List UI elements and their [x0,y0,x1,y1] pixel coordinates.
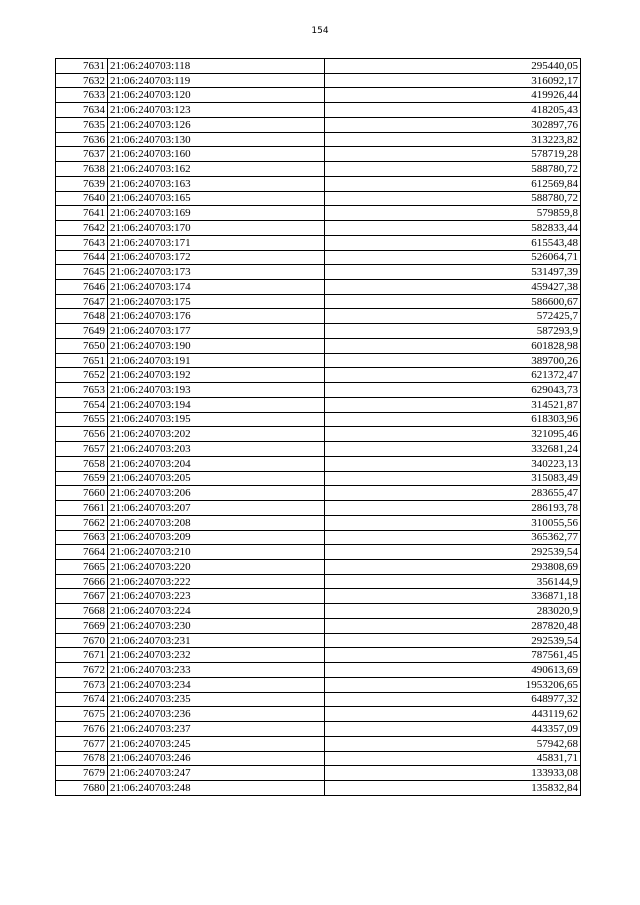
table-row [56,59,581,74]
value-cell: 612569,84 [325,176,581,191]
value-cell: 283655,47 [325,486,581,501]
cadastral-number-cell: 21:06:240703:123 [108,103,325,118]
cadastral-number-cell: 21:06:240703:206 [108,486,325,501]
row-number-cell: 7648 [56,309,108,324]
cadastral-number-cell: 21:06:240703:172 [108,250,325,265]
row-number-cell: 7662 [56,515,108,530]
table-row [56,191,581,206]
cadastral-number-cell: 21:06:240703:202 [108,427,325,442]
cadastral-number-cell: 21:06:240703:194 [108,397,325,412]
row-number-cell: 7666 [56,574,108,589]
cadastral-number-cell: 21:06:240703:231 [108,633,325,648]
value-cell: 787561,45 [325,648,581,663]
table-row [56,309,581,324]
cadastral-number-cell: 21:06:240703:192 [108,368,325,383]
cadastral-number-cell: 21:06:240703:246 [108,751,325,766]
table-row [56,589,581,604]
value-cell: 57942,68 [325,736,581,751]
cadastral-number-cell: 21:06:240703:170 [108,221,325,236]
value-cell: 321095,46 [325,427,581,442]
row-number-cell: 7672 [56,663,108,678]
row-number-cell: 7660 [56,486,108,501]
value-cell: 287820,48 [325,618,581,633]
value-cell: 629043,73 [325,383,581,398]
table-row [56,559,581,574]
value-cell: 286193,78 [325,501,581,516]
table-row [56,88,581,103]
row-number-cell: 7641 [56,206,108,221]
cadastral-number-cell: 21:06:240703:208 [108,515,325,530]
row-number-cell: 7675 [56,707,108,722]
table-row [56,250,581,265]
value-cell: 135832,84 [325,780,581,795]
row-number-cell: 7634 [56,103,108,118]
value-cell: 443357,09 [325,722,581,737]
row-number-cell: 7644 [56,250,108,265]
cadastral-number-cell: 21:06:240703:163 [108,176,325,191]
row-number-cell: 7656 [56,427,108,442]
cadastral-number-cell: 21:06:240703:230 [108,618,325,633]
row-number-cell: 7668 [56,604,108,619]
row-number-cell: 7636 [56,132,108,147]
row-number-cell: 7674 [56,692,108,707]
table-row [56,383,581,398]
value-cell: 418205,43 [325,103,581,118]
value-cell: 588780,72 [325,162,581,177]
row-number-cell: 7657 [56,442,108,457]
value-cell: 615543,48 [325,235,581,250]
table-row [56,780,581,795]
cadastral-number-cell: 21:06:240703:220 [108,559,325,574]
cadastral-number-cell: 21:06:240703:177 [108,324,325,339]
value-cell: 283020,9 [325,604,581,619]
table-row [56,707,581,722]
table-row [56,397,581,412]
table-row [56,221,581,236]
row-number-cell: 7652 [56,368,108,383]
value-cell: 314521,87 [325,397,581,412]
table-row [56,604,581,619]
row-number-cell: 7640 [56,191,108,206]
cadastral-number-cell: 21:06:240703:195 [108,412,325,427]
cadastral-number-cell: 21:06:240703:203 [108,442,325,457]
cadastral-number-cell: 21:06:240703:174 [108,280,325,295]
table-row [56,545,581,560]
table-row [56,618,581,633]
cadastral-number-cell: 21:06:240703:173 [108,265,325,280]
row-number-cell: 7654 [56,397,108,412]
value-cell: 316092,17 [325,73,581,88]
row-number-cell: 7655 [56,412,108,427]
table-row [56,751,581,766]
value-cell: 292539,54 [325,545,581,560]
cadastral-number-cell: 21:06:240703:232 [108,648,325,663]
row-number-cell: 7643 [56,235,108,250]
value-cell: 419926,44 [325,88,581,103]
value-cell: 587293,9 [325,324,581,339]
table-row [56,456,581,471]
cadastral-number-cell: 21:06:240703:236 [108,707,325,722]
cadastral-number-cell: 21:06:240703:222 [108,574,325,589]
table-row [56,162,581,177]
value-cell: 531497,39 [325,265,581,280]
table-row [56,338,581,353]
cadastral-number-cell: 21:06:240703:235 [108,692,325,707]
table-row [56,530,581,545]
table-row [56,235,581,250]
row-number-cell: 7676 [56,722,108,737]
row-number-cell: 7642 [56,221,108,236]
value-cell: 1953206,65 [325,677,581,692]
value-cell: 572425,7 [325,309,581,324]
table-row [56,324,581,339]
table-row [56,176,581,191]
cadastral-number-cell: 21:06:240703:224 [108,604,325,619]
row-number-cell: 7632 [56,73,108,88]
row-number-cell: 7670 [56,633,108,648]
table-row [56,722,581,737]
value-cell: 582833,44 [325,221,581,236]
row-number-cell: 7658 [56,456,108,471]
row-number-cell: 7650 [56,338,108,353]
value-cell: 133933,08 [325,766,581,781]
value-cell: 340223,13 [325,456,581,471]
cadastral-number-cell: 21:06:240703:162 [108,162,325,177]
value-cell: 459427,38 [325,280,581,295]
row-number-cell: 7663 [56,530,108,545]
row-number-cell: 7677 [56,736,108,751]
table-row [56,486,581,501]
row-number-cell: 7635 [56,117,108,132]
row-number-cell: 7665 [56,559,108,574]
cadastral-number-cell: 21:06:240703:191 [108,353,325,368]
row-number-cell: 7646 [56,280,108,295]
value-cell: 336871,18 [325,589,581,604]
value-cell: 618303,96 [325,412,581,427]
value-cell: 389700,26 [325,353,581,368]
cadastral-number-cell: 21:06:240703:237 [108,722,325,737]
table-body [56,59,581,796]
value-cell: 302897,76 [325,117,581,132]
value-cell: 293808,69 [325,559,581,574]
cadastral-number-cell: 21:06:240703:171 [108,235,325,250]
page-number: 154 [311,26,329,36]
row-number-cell: 7664 [56,545,108,560]
cadastral-number-cell: 21:06:240703:190 [108,338,325,353]
cadastral-number-cell: 21:06:240703:248 [108,780,325,795]
cadastral-number-cell: 21:06:240703:204 [108,456,325,471]
row-number-cell: 7678 [56,751,108,766]
cadastral-number-cell: 21:06:240703:247 [108,766,325,781]
row-number-cell: 7671 [56,648,108,663]
table-row [56,206,581,221]
cadastral-number-cell: 21:06:240703:176 [108,309,325,324]
cadastral-number-cell: 21:06:240703:120 [108,88,325,103]
row-number-cell: 7667 [56,589,108,604]
table-row [56,294,581,309]
value-cell: 45831,71 [325,751,581,766]
cadastral-number-cell: 21:06:240703:233 [108,663,325,678]
row-number-cell: 7659 [56,471,108,486]
table-row [56,103,581,118]
cadastral-number-cell: 21:06:240703:210 [108,545,325,560]
value-cell: 526064,71 [325,250,581,265]
table-row [56,471,581,486]
row-number-cell: 7669 [56,618,108,633]
cadastral-number-cell: 21:06:240703:126 [108,117,325,132]
table-row [56,648,581,663]
row-number-cell: 7651 [56,353,108,368]
table-row [56,692,581,707]
table-row [56,663,581,678]
table-row [56,280,581,295]
row-number-cell: 7638 [56,162,108,177]
cadastral-number-cell: 21:06:240703:119 [108,73,325,88]
value-cell: 579859,8 [325,206,581,221]
cadastral-number-cell: 21:06:240703:245 [108,736,325,751]
table-row [56,368,581,383]
row-number-cell: 7631 [56,59,108,74]
cadastral-number-cell: 21:06:240703:118 [108,59,325,74]
cadastral-number-cell: 21:06:240703:165 [108,191,325,206]
table-row [56,633,581,648]
value-cell: 578719,28 [325,147,581,162]
table-row [56,353,581,368]
table-row [56,766,581,781]
cadastral-number-cell: 21:06:240703:169 [108,206,325,221]
table-row [56,132,581,147]
row-number-cell: 7639 [56,176,108,191]
cadastral-number-cell: 21:06:240703:223 [108,589,325,604]
table-row [56,412,581,427]
row-number-cell: 7653 [56,383,108,398]
row-number-cell: 7680 [56,780,108,795]
row-number-cell: 7649 [56,324,108,339]
table-row [56,515,581,530]
cadastral-number-cell: 21:06:240703:207 [108,501,325,516]
value-cell: 313223,82 [325,132,581,147]
data-table [55,58,581,796]
cadastral-number-cell: 21:06:240703:175 [108,294,325,309]
table-row [56,73,581,88]
row-number-cell: 7633 [56,88,108,103]
table-row [56,442,581,457]
table-row [56,501,581,516]
cadastral-number-cell: 21:06:240703:234 [108,677,325,692]
row-number-cell: 7661 [56,501,108,516]
table-row [56,574,581,589]
value-cell: 310055,56 [325,515,581,530]
table-row [56,147,581,162]
value-cell: 648977,32 [325,692,581,707]
value-cell: 586600,67 [325,294,581,309]
row-number-cell: 7637 [56,147,108,162]
value-cell: 588780,72 [325,191,581,206]
row-number-cell: 7645 [56,265,108,280]
table-row [56,427,581,442]
value-cell: 621372,47 [325,368,581,383]
value-cell: 601828,98 [325,338,581,353]
cadastral-number-cell: 21:06:240703:209 [108,530,325,545]
cadastral-number-cell: 21:06:240703:193 [108,383,325,398]
cadastral-number-cell: 21:06:240703:205 [108,471,325,486]
cadastral-number-cell: 21:06:240703:130 [108,132,325,147]
row-number-cell: 7679 [56,766,108,781]
row-number-cell: 7647 [56,294,108,309]
value-cell: 295440,05 [325,59,581,74]
value-cell: 490613,69 [325,663,581,678]
table-row [56,677,581,692]
value-cell: 356144,9 [325,574,581,589]
table-row [56,736,581,751]
value-cell: 315083,49 [325,471,581,486]
table-row [56,117,581,132]
value-cell: 332681,24 [325,442,581,457]
value-cell: 292539,54 [325,633,581,648]
table-row [56,265,581,280]
row-number-cell: 7673 [56,677,108,692]
value-cell: 443119,62 [325,707,581,722]
cadastral-number-cell: 21:06:240703:160 [108,147,325,162]
value-cell: 365362,77 [325,530,581,545]
